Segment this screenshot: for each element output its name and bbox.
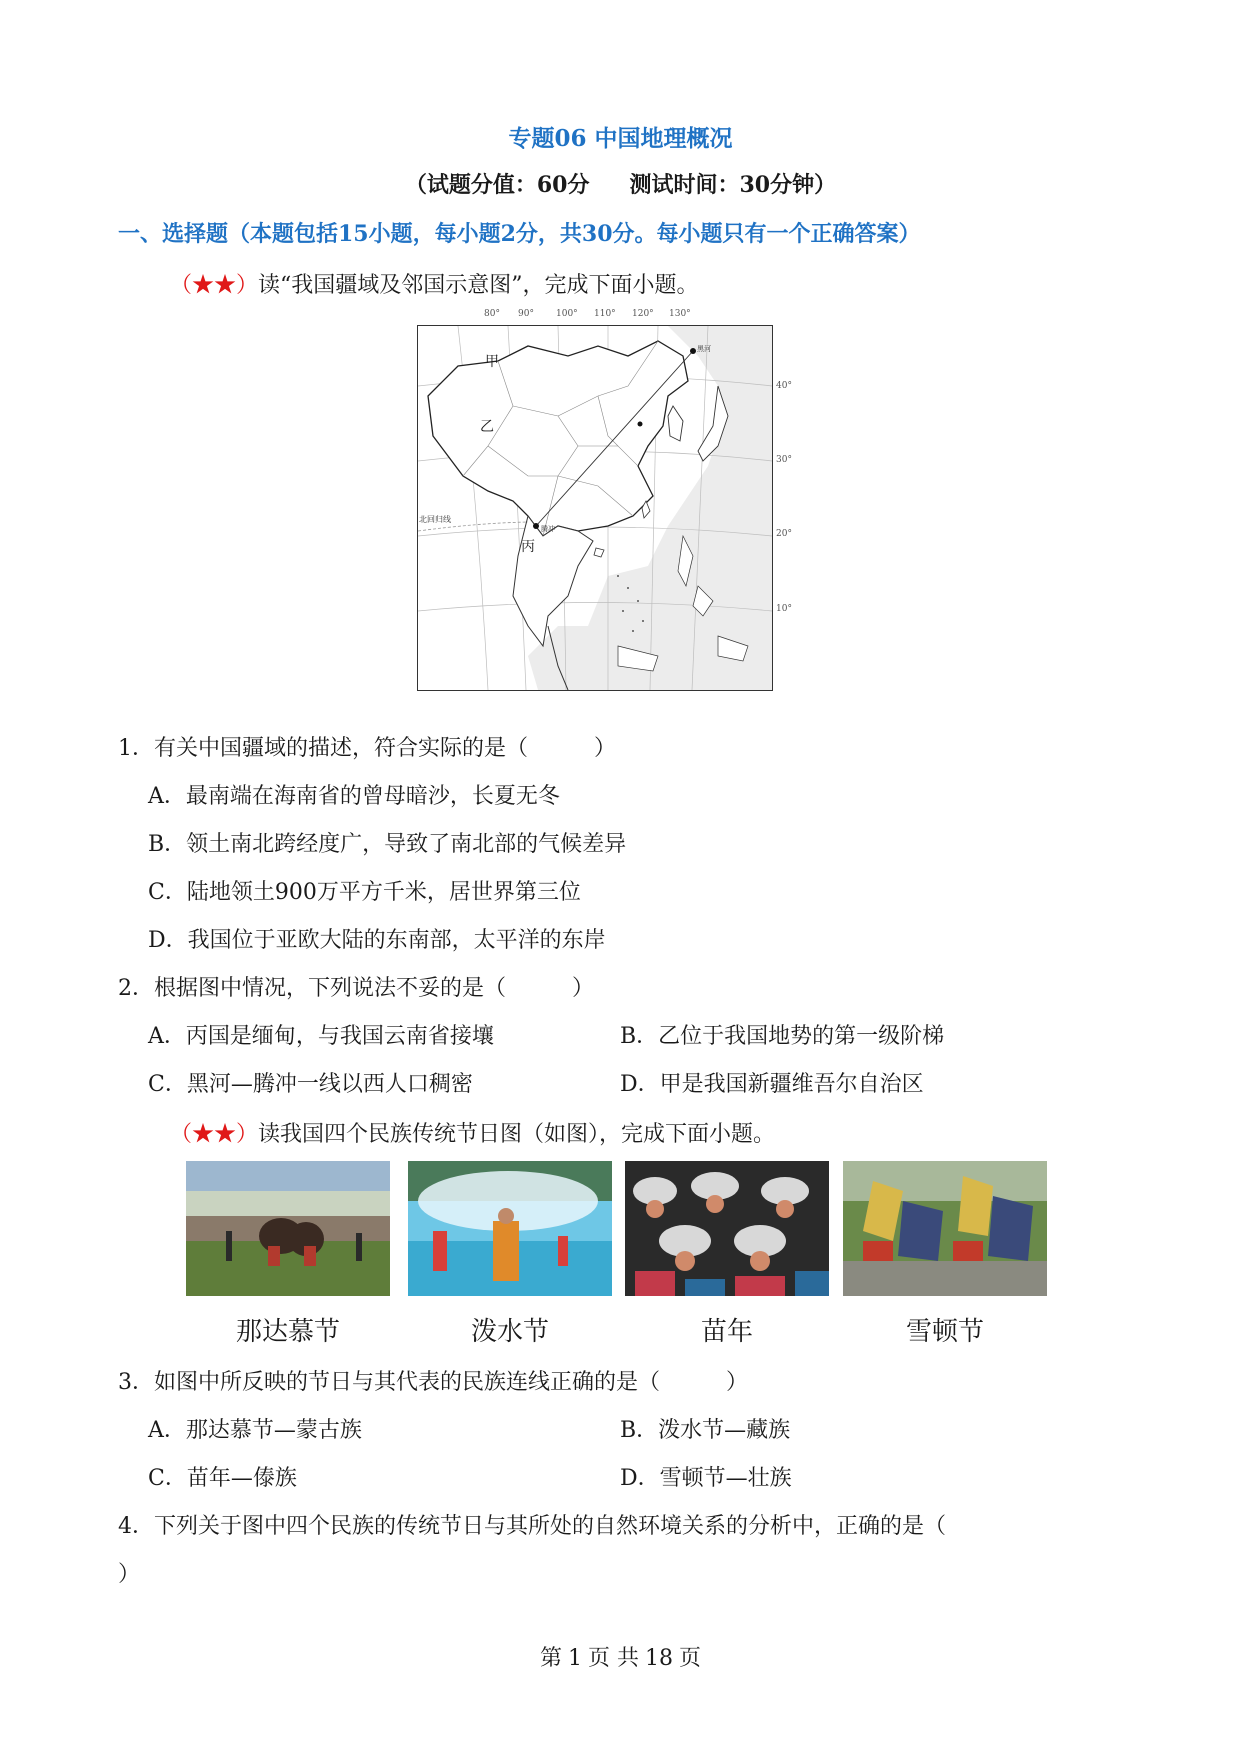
page-number: 1	[568, 1646, 582, 1671]
miao-new-year-photo	[625, 1161, 829, 1296]
lon-tick: 130°	[669, 309, 691, 319]
question-1-option-a: A．最南端在海南省的曾母暗沙，长夏无冬	[148, 784, 560, 809]
difficulty-stars: （★★）	[170, 1122, 259, 1147]
total-pages: 18	[645, 1646, 673, 1671]
map-drawing	[418, 326, 772, 690]
water-splashing-illustration	[408, 1161, 612, 1296]
question-3-option-a: A．那达慕节—蒙古族	[148, 1418, 362, 1443]
question-1-option-b: B．领土南北跨经度广，导致了南北部的气候差异	[148, 832, 627, 857]
question-2-option-d: D．甲是我国新疆维吾尔自治区	[620, 1072, 924, 1097]
footer-prefix: 第	[539, 1646, 562, 1671]
question-2-option-a: A．丙国是缅甸，与我国云南省接壤	[148, 1024, 494, 1049]
intro-text: 读“我国疆域及邻国示意图”，完成下面小题。	[258, 273, 699, 298]
miao-new-year-illustration	[625, 1161, 829, 1296]
festival-caption: 那达慕节	[235, 1317, 340, 1347]
question-2-option-b: B．乙位于我国地势的第一级阶梯	[620, 1024, 945, 1049]
question-3-option-b: B．泼水节—藏族	[620, 1418, 791, 1443]
question-2-stem: 2．根据图中情况，下列说法不妥的是（ ）	[118, 976, 594, 1001]
map-label-heihe: 黑河	[697, 345, 711, 353]
map-label-bing: 丙	[521, 539, 535, 555]
question-2-option-c: C．黑河—腾冲一线以西人口稠密	[148, 1072, 473, 1097]
question-4-stem: 4．下列关于图中四个民族的传统节日与其所处的自然环境关系的分析中，正确的是（	[118, 1514, 946, 1539]
question-4-stem-end: ）	[118, 1562, 141, 1587]
page-footer	[0, 1641, 1241, 1672]
question-3-option-c: C．苗年—傣族	[148, 1466, 297, 1491]
question-1-option-c: C．陆地领土900万平方千米，居世界第三位	[148, 880, 581, 905]
intro-festivals	[170, 1117, 775, 1148]
lon-tick: 90°	[518, 309, 534, 319]
china-territory-map	[417, 325, 773, 691]
time-info: 测试时间：30分钟）	[629, 172, 837, 198]
lat-tick: 10°	[776, 604, 792, 614]
shoton-festival-photo	[843, 1161, 1047, 1296]
exam-info	[0, 168, 1241, 199]
festival-caption: 泼水节	[470, 1317, 549, 1347]
question-3-option-d: D．雪顿节—壮族	[620, 1466, 792, 1491]
map-label-jia: 甲	[485, 354, 499, 370]
question-3-stem: 3．如图中所反映的节日与其代表的民族连线正确的是（ ）	[118, 1370, 748, 1395]
question-1-option-d: D．我国位于亚欧大陆的东南部，太平洋的东岸	[148, 928, 606, 953]
lon-tick: 110°	[594, 309, 616, 319]
lat-tick: 40°	[776, 381, 792, 391]
question-1-stem: 1．有关中国疆域的描述，符合实际的是（ ）	[118, 736, 616, 761]
naadam-photo	[186, 1161, 390, 1296]
lat-tick: 20°	[776, 529, 792, 539]
lat-tick: 30°	[776, 455, 792, 465]
score-info: （试题分值：60分	[404, 172, 590, 198]
intro-text: 读我国四个民族传统节日图（如图），完成下面小题。	[258, 1122, 776, 1147]
map-label-tengchong: 腾冲	[541, 525, 555, 533]
footer-suffix: 页	[679, 1646, 702, 1671]
lon-tick: 80°	[484, 309, 500, 319]
lon-tick: 120°	[632, 309, 654, 319]
difficulty-stars: （★★）	[170, 273, 259, 298]
footer-mid: 页 共	[588, 1646, 639, 1671]
water-splashing-photo	[408, 1161, 612, 1296]
lon-tick: 100°	[556, 309, 578, 319]
shoton-festival-illustration	[843, 1161, 1047, 1296]
page-title: 专题06 中国地理概况	[508, 125, 733, 152]
festival-caption: 苗年	[700, 1317, 753, 1347]
map-label-tropic: 北回归线	[419, 515, 451, 524]
naadam-illustration	[186, 1161, 390, 1296]
festival-caption: 雪顿节	[905, 1317, 984, 1347]
section-heading: 一、选择题（本题包括15小题，每小题2分，共30分。每小题只有一个正确答案）	[118, 221, 921, 247]
intro-map	[170, 268, 699, 299]
map-label-yi: 乙	[480, 419, 494, 435]
